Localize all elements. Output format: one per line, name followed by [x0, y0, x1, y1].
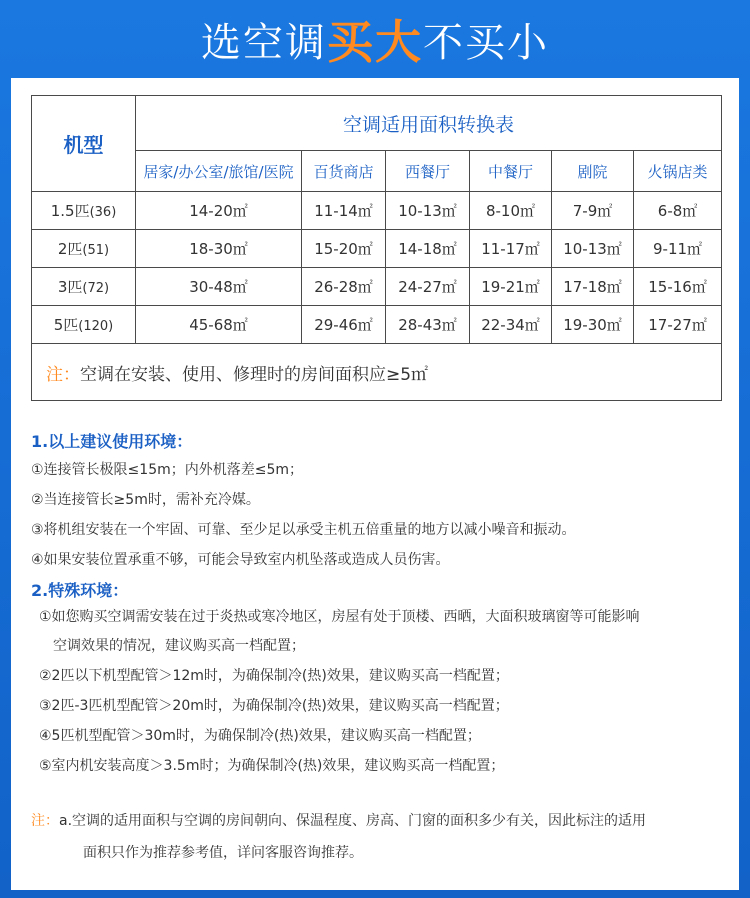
model-name: 2匹 — [57, 240, 83, 258]
area-cell: 22-34㎡ — [470, 306, 552, 344]
area-cell: 30-48㎡ — [136, 268, 302, 306]
table-row — [32, 268, 722, 306]
area-cell: 28-43㎡ — [386, 306, 470, 344]
table-row — [32, 306, 722, 344]
model-name: 3匹 — [57, 278, 83, 296]
model-name: 5匹 — [53, 316, 79, 334]
venue-header: 剧院 — [552, 151, 634, 192]
model-cell — [32, 192, 136, 230]
model-code: (72) — [82, 281, 110, 296]
footnote-line — [31, 811, 731, 831]
section-heading: 2.特殊环境： — [31, 581, 129, 600]
area-cell: 17-18㎡ — [552, 268, 634, 306]
area-cell: 10-13㎡ — [386, 192, 470, 230]
list-item: ②2匹以下机型配管＞12m时，为确保制冷(热)效果，建议购买高一档配置； — [39, 668, 509, 684]
area-cell: 6-8㎡ — [634, 192, 722, 230]
venue-header: 居家/办公室/旅馆/医院 — [136, 151, 302, 192]
special-environment-section — [31, 578, 731, 776]
table-note-row — [32, 344, 722, 401]
model-cell — [32, 268, 136, 306]
list-item: ③2匹-3匹机型配管＞20m时，为确保制冷(热)效果，建议购买高一档配置； — [39, 698, 509, 714]
area-cell: 19-30㎡ — [552, 306, 634, 344]
area-cell: 14-18㎡ — [386, 230, 470, 268]
venue-header: 百货商店 — [302, 151, 386, 192]
area-cell: 19-21㎡ — [470, 268, 552, 306]
footnote-label: 注： — [31, 813, 59, 829]
table-row — [32, 230, 722, 268]
area-conversion-table — [31, 95, 722, 401]
content-panel — [11, 78, 739, 890]
venue-header: 火锅店类 — [634, 151, 722, 192]
note-label: 注： — [46, 364, 80, 385]
area-cell: 11-14㎡ — [302, 192, 386, 230]
model-code: (51) — [82, 243, 110, 258]
section-heading: 1.以上建议使用环境： — [31, 432, 193, 451]
area-cell: 29-46㎡ — [302, 306, 386, 344]
footnote-text: a.空调的适用面积与空调的房间朝向、保温程度、房高、门窗的面积多少有关，因此标注的适用 — [59, 813, 647, 829]
venue-header: 西餐厅 — [386, 151, 470, 192]
title-accent: 买大 — [327, 15, 423, 69]
model-cell — [32, 306, 136, 344]
title-prefix: 选空调 — [201, 19, 327, 66]
area-cell: 15-20㎡ — [302, 230, 386, 268]
area-cell: 9-11㎡ — [634, 230, 722, 268]
list-item: ①连接管长极限≤15m；内外机落差≤5m； — [31, 462, 304, 478]
area-cell: 26-28㎡ — [302, 268, 386, 306]
table-note — [32, 344, 722, 401]
model-code: (120) — [78, 319, 114, 334]
area-cell: 17-27㎡ — [634, 306, 722, 344]
list-item: ⑤室内机安装高度＞3.5m时；为确保制冷(热)效果，建议购买高一档配置； — [39, 758, 505, 774]
model-column-header: 机型 — [32, 96, 136, 192]
area-cell: 15-16㎡ — [634, 268, 722, 306]
title-suffix: 不买小 — [423, 19, 549, 66]
area-cell: 11-17㎡ — [470, 230, 552, 268]
footnote-line: 面积只作为推荐参考值，详问客服咨询推荐。 — [83, 845, 363, 861]
model-name: 1.5匹 — [50, 202, 90, 220]
area-cell: 10-13㎡ — [552, 230, 634, 268]
footnote — [31, 811, 731, 863]
note-text: 空调在安装、使用、修理时的房间面积应≥5㎡ — [80, 364, 429, 385]
recommended-environment-section — [31, 429, 731, 570]
area-cell: 18-30㎡ — [136, 230, 302, 268]
area-cell: 14-20㎡ — [136, 192, 302, 230]
list-item-continuation: 空调效果的情况，建议购买高一档配置； — [53, 638, 305, 654]
list-item: ②当连接管长≥5m时，需补充冷媒。 — [31, 492, 260, 508]
model-code: (36) — [89, 205, 117, 220]
list-item: ③将机组安装在一个牢固、可靠、至少足以承受主机五倍重量的地方以减小噪音和振动。 — [31, 522, 576, 538]
model-cell — [32, 230, 136, 268]
area-cell: 7-9㎡ — [552, 192, 634, 230]
venue-header: 中餐厅 — [470, 151, 552, 192]
list-item: ①如您购买空调需安装在过于炎热或寒冷地区，房屋有处于顶楼、西晒，大面积玻璃窗等可能影响 — [39, 609, 640, 625]
area-cell: 8-10㎡ — [470, 192, 552, 230]
table-title: 空调适用面积转换表 — [136, 96, 722, 151]
list-item: ④5匹机型配管＞30m时，为确保制冷(热)效果，建议购买高一档配置； — [39, 728, 481, 744]
area-cell: 24-27㎡ — [386, 268, 470, 306]
page-title — [0, 0, 750, 78]
table-row — [32, 192, 722, 230]
list-item: ④如果安装位置承重不够，可能会导致室内机坠落或造成人员伤害。 — [31, 552, 450, 568]
area-cell: 45-68㎡ — [136, 306, 302, 344]
